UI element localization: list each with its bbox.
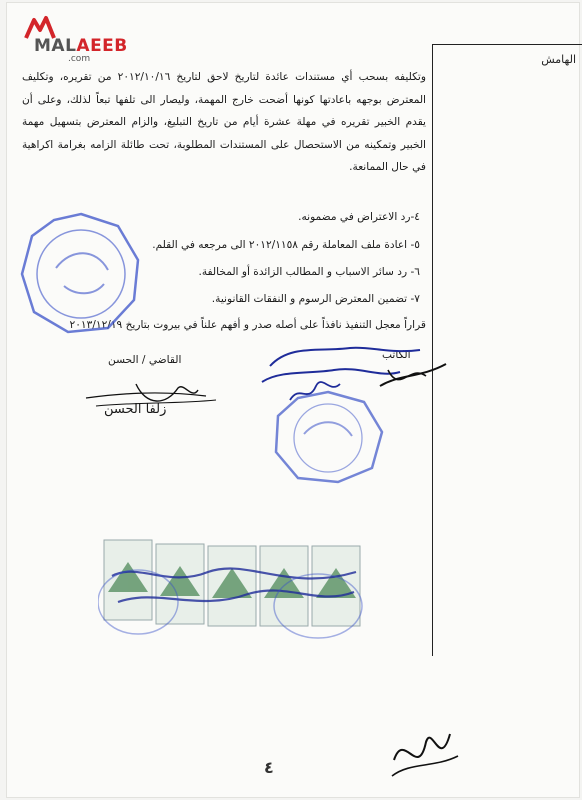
judge-title: القاضي / الحسن <box>108 354 182 366</box>
judge-name: زلفا الحسن <box>104 402 167 417</box>
margin-header-rule <box>432 44 582 45</box>
clerk-title: الكاتب <box>382 349 411 361</box>
logo-wordmark: MALAEEB <box>34 36 128 56</box>
item-6: ٦- رد سائر الاسباب و المطالب الزائدة أو المخالفة. <box>198 266 420 278</box>
decision-line: قراراً معجل التنفيذ نافذاً على أصله صدر و أفهم علناً في بيروت بتاريخ ٢٠١٣/١٢/١٩ <box>69 319 426 331</box>
clerk-signature <box>250 334 450 414</box>
item-4: ٤-رد الاعتراض في مضمونه. <box>298 211 420 223</box>
fiscal-stamps-icon <box>98 532 366 642</box>
document-page <box>6 2 580 798</box>
item-7: ٧- تضمين المعترض الرسوم و النفقات القانونية. <box>211 293 420 305</box>
page-number: ٤ <box>264 758 274 777</box>
margin-divider <box>432 44 433 656</box>
malaeeb-logo <box>12 14 132 66</box>
bottom-signature <box>384 720 464 790</box>
revenue-stamps <box>98 532 366 642</box>
item-5: ٥- اعادة ملف المعاملة رقم ٢٠١٢/١١٥٨ الى مرجعه في القلم. <box>152 239 420 251</box>
body-paragraph-text: وتكليفه بسحب أي مستندات عائدة لتاريخ لاحق لتاريخ ٢٠١٢/١٠/١٦ من تقريره، وتكليف المعترض بوجهه باعادتها كونها أضحت خارج المهمة، وليصار الى تلفها تبعاً لذلك، وعلى أن يقدم الخبير تقريره في مهلة عشرة أيام من تاريخ التبليغ، والزام المعترض بتسهيل مهمة الخبير وتمكينه من الاستحصال على المستندات المطلوبة، تحت طائلة الزامه بغرامة اكراهية في حال الممانعة. <box>22 71 426 174</box>
body-paragraph <box>22 66 426 179</box>
margin-label: الهامش <box>541 53 576 66</box>
logo-dotcom: .com <box>68 54 91 64</box>
court-stamp-right <box>268 386 388 486</box>
